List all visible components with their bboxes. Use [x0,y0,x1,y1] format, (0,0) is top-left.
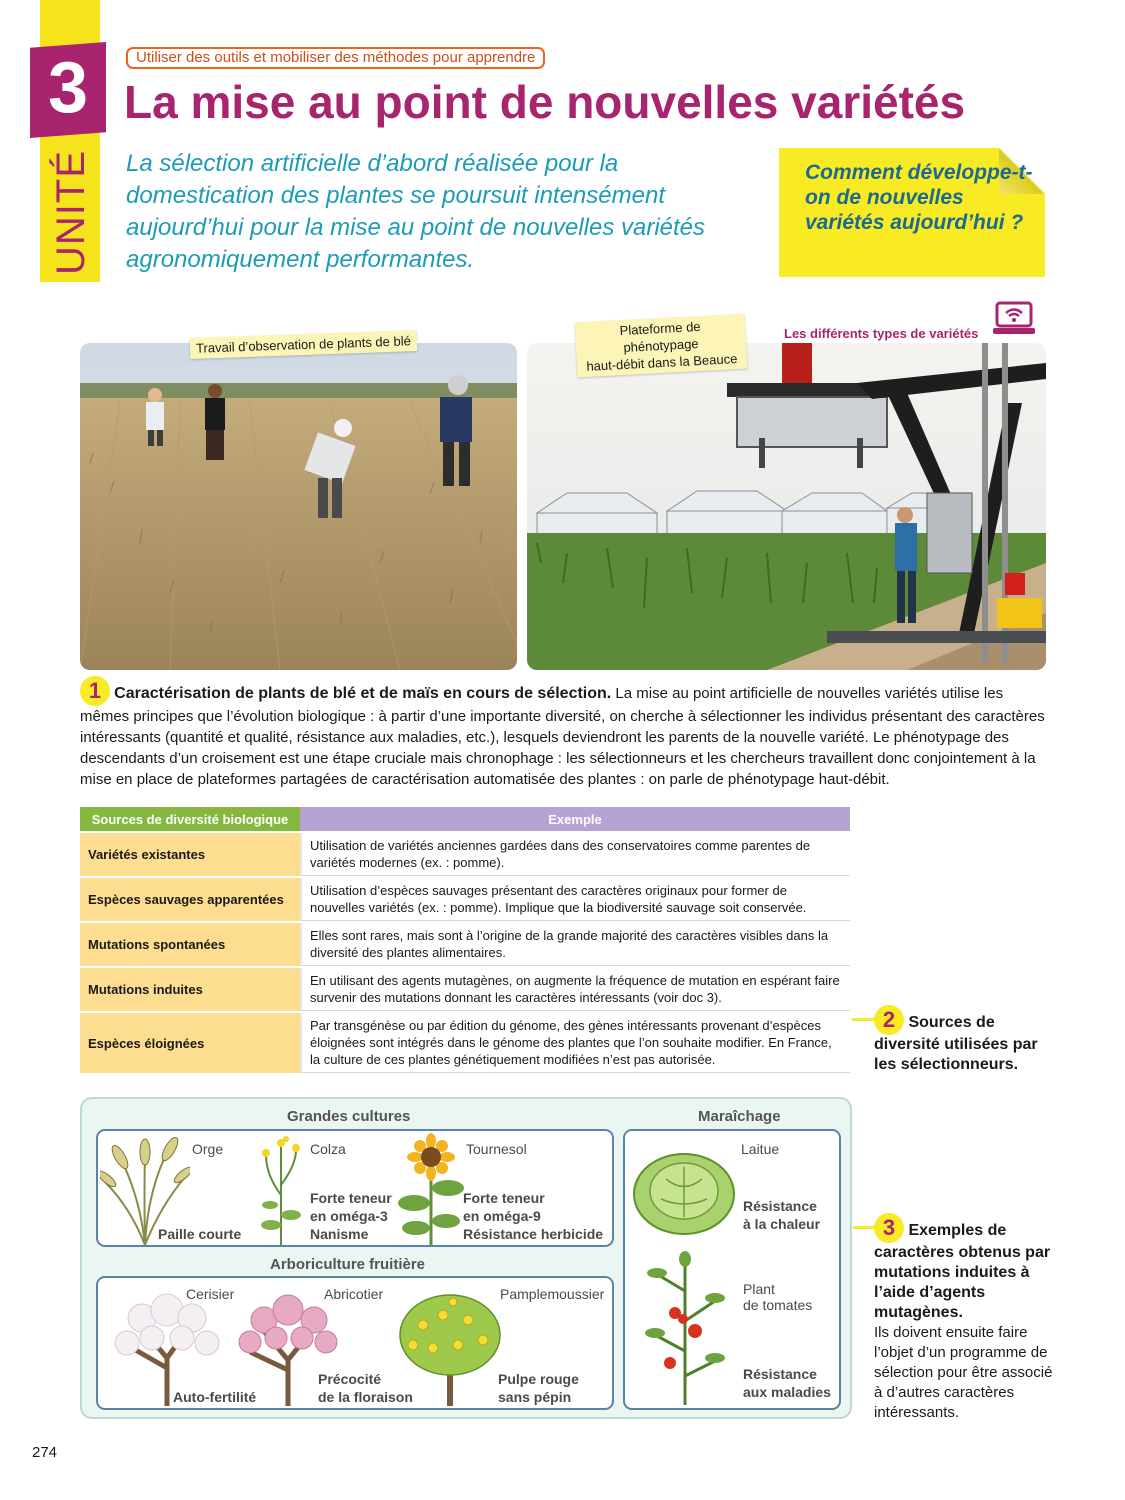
grandes-cultures-box [96,1129,614,1247]
left-photo-label: Travail d’observation de plants de blé [190,330,417,359]
unit-number: 3 [47,48,89,128]
laptop-wifi-icon[interactable] [992,301,1036,337]
example-cell: Elles sont rares, mais sont à l’origine de la grande majorité des caractères visibles dans la diversité des plantes alimentaires. [300,923,850,966]
table-row [80,923,850,966]
doc2-caption: 2 Sources de diversité utilisées par les sélectionneurs. [874,1007,1038,1073]
table-row [80,878,850,921]
trait-abricotier: Précocité de la floraison [318,1371,413,1405]
trait-cerisier: Auto-fertilité [173,1389,257,1405]
question-text: Comment développe-t-on de nouvelles variétés aujourd’hui ? [805,161,1033,234]
source-cell: Espèces éloignées [80,1013,300,1073]
doc-number-badge: 2 [874,1005,904,1035]
example-cell: Utilisation de variétés anciennes gardées dans des conservatoires comme parentes de variétés modernes (ex. : pomme). [300,833,850,876]
trait-colza: Forte teneur en oméga-3 Nanisme [310,1190,392,1242]
table-row [80,1013,850,1073]
doc3-caption: 3 Exemples de caractères obtenus par mutations induites à l’aide d’agents mutagènes. Ils doivent ensuite faire l’objet d’un programme de sélection pour être associé à d’autres caractères intéressants. [874,1213,1064,1423]
intro-text: La sélection artificielle d’abord réalisée pour la domestication des plantes se poursuit intensément aujourd’hui pour la mise au point de nouvelles variétés agronomiquement performantes. [126,150,706,273]
example-cell: Utilisation d’espèces sauvages présentant des caractères originaux pour former de nouvelles variétés (ex. : pomme). Implique que la biodiversité sauvage soit conservée. [300,878,850,921]
diversity-sources-table [80,805,850,1075]
source-cell: Variétés existantes [80,833,300,876]
lettuce-illustration [631,1139,737,1239]
unit-label: UNITÉ [48,149,93,275]
trait-orge: Paille courte [158,1226,242,1242]
plant-name-colza: Colza [310,1141,346,1157]
doc3-text: Ils doivent ensuite faire l’objet d’un programme de sélection pour être associé à d’autres caractères intéressants. [874,1324,1053,1421]
doc-number-badge: 3 [874,1213,904,1243]
doc-number-badge: 1 [80,676,110,706]
group-title-maraichage: Maraîchage [698,1108,781,1125]
doc1-text: La mise au point artificielle de nouvelles variétés utilise les mêmes principes que l’évolution biologique : à partir d’une importante diversité, on cherche à sélectionner les individus présentant des caractères intéressants (quantité et qualité, résistance aux maladies, etc.), lesquels deviendront les parents de la nouvelle variété. Le phénotypage des descendants d’un croisement est une étape cruciale mais chronophage : les sélectionneurs et les chercheurs travaillent donc conjointement à la mise en place de plateformes partagées de caractérisation automatisée des plantes : on parle de phénotypage haut-débit. [80,685,1045,788]
plant-name-tomate: Plant de tomates [743,1281,813,1313]
group-title-grandes-cultures: Grandes cultures [287,1108,411,1125]
plant-name-laitue: Laitue [741,1141,780,1157]
example-cell: En utilisant des agents mutagènes, on augmente la fréquence de mutation en espérant faire survenir des mutations donnant les caractères intéressants (voir doc 3). [300,968,850,1011]
phenotyping-platform-photo [527,343,1046,670]
varieties-link[interactable]: Les différents types de variétés [784,326,979,341]
doc1-lead: Caractérisation de plants de blé et de maïs en cours de sélection. [114,685,612,702]
source-cell: Mutations spontanées [80,923,300,966]
page-title: La mise au point de nouvelles variétés [124,76,966,128]
plant-name-abricotier: Abricotier [324,1286,384,1302]
plant-name-cerisier: Cerisier [186,1286,235,1302]
table-header-row [80,807,850,831]
maraichage-box [623,1129,841,1410]
right-photo-label: Plateforme de phénotypage haut-débit dans la Beauce [575,314,748,378]
plant-name-pamplemoussier: Pamplemoussier [500,1286,605,1302]
wheat-field-photo [80,343,517,670]
trait-tomate: Résistance aux maladies [743,1366,831,1400]
tomato-plant-illustration [645,1251,725,1405]
page-number: 274 [32,1444,58,1461]
arboriculture-box [96,1276,614,1410]
rapeseed-illustration [256,1135,306,1245]
trait-laitue: Résistance à la chaleur [743,1198,821,1232]
mutations-diagram [80,1097,852,1419]
question-box [779,148,1045,277]
plant-name-orge: Orge [192,1141,224,1157]
source-cell: Mutations induites [80,968,300,1011]
example-cell: Par transgénèse ou par édition du génome, des gènes intéressants provenant d’espèces éloignées sont intégrés dans le génome des plantes que l’on souhaite modifier. En France, la culture de ces plantes génétiquement modifiées n’est pas autorisée. [300,1013,850,1073]
table-row [80,968,850,1011]
plant-name-tournesol: Tournesol [466,1141,527,1157]
grapefruit-tree-illustration [398,1290,502,1406]
group-title-arboriculture: Arboriculture fruitière [270,1256,426,1273]
table-header: Exemple [300,807,850,831]
method-tag: Utiliser des outils et mobiliser des méthodes pour apprendre [126,47,545,69]
source-cell: Espèces sauvages apparentées [80,878,300,921]
doc1-caption [80,676,1046,790]
sunflower-illustration [398,1133,464,1245]
trait-tournesol: Forte teneur en oméga-9 Résistance herbicide [463,1190,604,1242]
trait-pamplemoussier: Pulpe rouge sans pépin [498,1371,579,1405]
table-header: Sources de diversité biologique [80,807,300,831]
table-row [80,833,850,876]
